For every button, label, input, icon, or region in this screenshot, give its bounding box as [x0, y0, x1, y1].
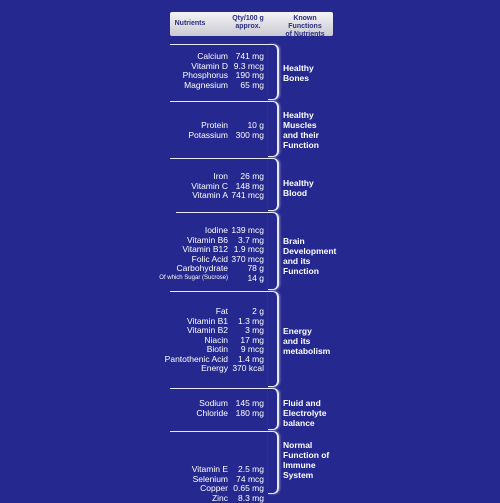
function-label-line: Muscles: [283, 120, 353, 130]
nutrient-row: [140, 131, 264, 141]
function-label: [283, 326, 353, 356]
group-divider: [170, 44, 270, 45]
function-label-line: Bones: [283, 73, 353, 83]
header-quantity-line1: Qty/100 g: [222, 15, 274, 23]
function-label: [283, 236, 353, 276]
nutrient-list: [140, 172, 264, 201]
function-label-line: and its: [283, 256, 353, 266]
nutrient-quantity: 8.3 mg: [228, 494, 264, 503]
group-divider: [170, 388, 270, 389]
nutrient-row: [140, 81, 264, 91]
nutrient-name: Vitamin B2: [140, 326, 228, 336]
function-label-line: System: [283, 470, 353, 480]
header-quantity: [222, 15, 274, 31]
nutrient-name: Iodine: [140, 226, 228, 236]
nutrient-name: Zinc: [140, 494, 228, 503]
nutrient-quantity: 139 mcg: [228, 226, 264, 236]
nutrient-name: Of which Sugar (Sucrose): [140, 274, 228, 284]
function-label: [283, 398, 353, 428]
nutrient-quantity: 1.9 mcg: [228, 245, 264, 255]
nutrient-row: [140, 364, 264, 374]
nutrient-quantity: 14 g: [228, 274, 264, 284]
function-label: [283, 63, 353, 83]
nutrient-list: [140, 399, 264, 418]
nutrient-quantity: 180 mg: [228, 409, 264, 419]
nutrient-quantity: 1.3 mg: [228, 317, 264, 327]
nutrient-name: Calcium: [140, 52, 228, 62]
nutrient-name: Sodium: [140, 399, 228, 409]
nutrient-quantity: 74 mcg: [228, 475, 264, 485]
nutrient-name: Protein: [140, 121, 228, 131]
nutrient-list: [140, 52, 264, 90]
nutrient-row: [140, 191, 264, 201]
nutrient-list: [140, 465, 264, 503]
header-functions-line2: of Nutrients: [278, 31, 332, 39]
nutrient-quantity: 9 mcg: [228, 345, 264, 355]
nutrient-name: Pantothenic Acid: [140, 355, 228, 365]
function-label-line: Electrolyte: [283, 408, 353, 418]
nutrient-quantity: 741 mcg: [228, 191, 264, 201]
group-divider: [170, 101, 270, 102]
nutrient-quantity: 17 mg: [228, 336, 264, 346]
function-label-line: Blood: [283, 188, 353, 198]
nutrient-name: Energy: [140, 364, 228, 374]
function-label-line: Energy: [283, 326, 353, 336]
nutrient-quantity: 370 kcal: [228, 364, 264, 374]
function-label-line: Function: [283, 140, 353, 150]
nutrient-quantity: 78 g: [228, 264, 264, 274]
nutrient-name: Selenium: [140, 475, 228, 485]
nutrient-quantity: 1.4 mg: [228, 355, 264, 365]
nutrient-name: Vitamin B1: [140, 317, 228, 327]
nutrient-name: Copper: [140, 484, 228, 494]
function-label-line: Development: [283, 246, 353, 256]
function-label-line: Healthy: [283, 110, 353, 120]
nutrient-row: [140, 409, 264, 419]
nutrient-name: Vitamin B12: [140, 245, 228, 255]
nutrient-name: Folic Acid: [140, 255, 228, 265]
nutrient-name: Potassium: [140, 131, 228, 141]
function-label: [283, 110, 353, 150]
function-label-line: Function of: [283, 450, 353, 460]
nutrient-quantity: 148 mg: [228, 182, 264, 192]
function-label-line: metabolism: [283, 346, 353, 356]
nutrient-name: Carbohydrate: [140, 264, 228, 274]
nutrient-list: [140, 307, 264, 374]
nutrient-list: [140, 226, 264, 283]
nutrient-quantity: 145 mg: [228, 399, 264, 409]
nutrient-name: Iron: [140, 172, 228, 182]
table-header: [170, 12, 333, 36]
nutrient-name: Biotin: [140, 345, 228, 355]
header-quantity-line2: approx.: [222, 23, 274, 31]
group-bracket: [268, 44, 279, 100]
group-bracket: [268, 212, 279, 290]
group-divider: [170, 158, 270, 159]
function-label: [283, 178, 353, 198]
nutrient-name: Vitamin D: [140, 62, 228, 72]
header-functions-line1: Known Functions: [278, 15, 332, 31]
header-functions: [278, 15, 332, 39]
nutrient-name: Vitamin A: [140, 191, 228, 201]
group-divider: [170, 431, 270, 432]
group-bracket: [268, 431, 279, 494]
nutrient-quantity: 2 g: [228, 307, 264, 317]
function-label-line: Function: [283, 266, 353, 276]
nutrient-quantity: 3.7 mg: [228, 236, 264, 246]
nutrient-list: [140, 121, 264, 140]
function-label-line: Healthy: [283, 63, 353, 73]
function-label-line: and their: [283, 130, 353, 140]
nutrient-quantity: 2.5 mg: [228, 465, 264, 475]
nutrient-quantity: 741 mg: [228, 52, 264, 62]
nutrient-quantity: 65 mg: [228, 81, 264, 91]
function-label-line: Immune: [283, 460, 353, 470]
nutrient-quantity: 3 mg: [228, 326, 264, 336]
group-bracket: [268, 101, 279, 157]
function-label-line: and its: [283, 336, 353, 346]
nutrient-quantity: 0.65 mg: [228, 484, 264, 494]
nutrient-quantity: 26 mg: [228, 172, 264, 182]
nutrient-quantity: 9.3 mcg: [228, 62, 264, 72]
nutrient-row: [140, 274, 264, 284]
nutrient-quantity: 370 mcg: [228, 255, 264, 265]
group-bracket: [268, 388, 279, 430]
function-label: [283, 440, 353, 480]
header-nutrients: Nutrients: [172, 20, 208, 28]
group-divider: [170, 291, 270, 292]
function-label-line: Healthy: [283, 178, 353, 188]
nutrient-name: Fat: [140, 307, 228, 317]
nutrient-quantity: 10 g: [228, 121, 264, 131]
nutrient-name: Phosphorus: [140, 71, 228, 81]
function-label-line: Fluid and: [283, 398, 353, 408]
nutrient-name: Niacin: [140, 336, 228, 346]
nutrient-name: Vitamin B6: [140, 236, 228, 246]
function-label-line: Normal: [283, 440, 353, 450]
nutrient-row: [140, 264, 264, 274]
nutrient-name: Magnesium: [140, 81, 228, 91]
group-divider: [176, 212, 270, 213]
function-label-line: balance: [283, 418, 353, 428]
group-bracket: [268, 158, 279, 211]
group-bracket: [268, 291, 279, 387]
nutrient-name: Vitamin E: [140, 465, 228, 475]
nutrient-name: Chloride: [140, 409, 228, 419]
nutrient-quantity: 190 mg: [228, 71, 264, 81]
nutrient-name: Vitamin C: [140, 182, 228, 192]
function-label-line: Brain: [283, 236, 353, 246]
nutrient-quantity: 300 mg: [228, 131, 264, 141]
nutrient-row: [140, 494, 264, 503]
